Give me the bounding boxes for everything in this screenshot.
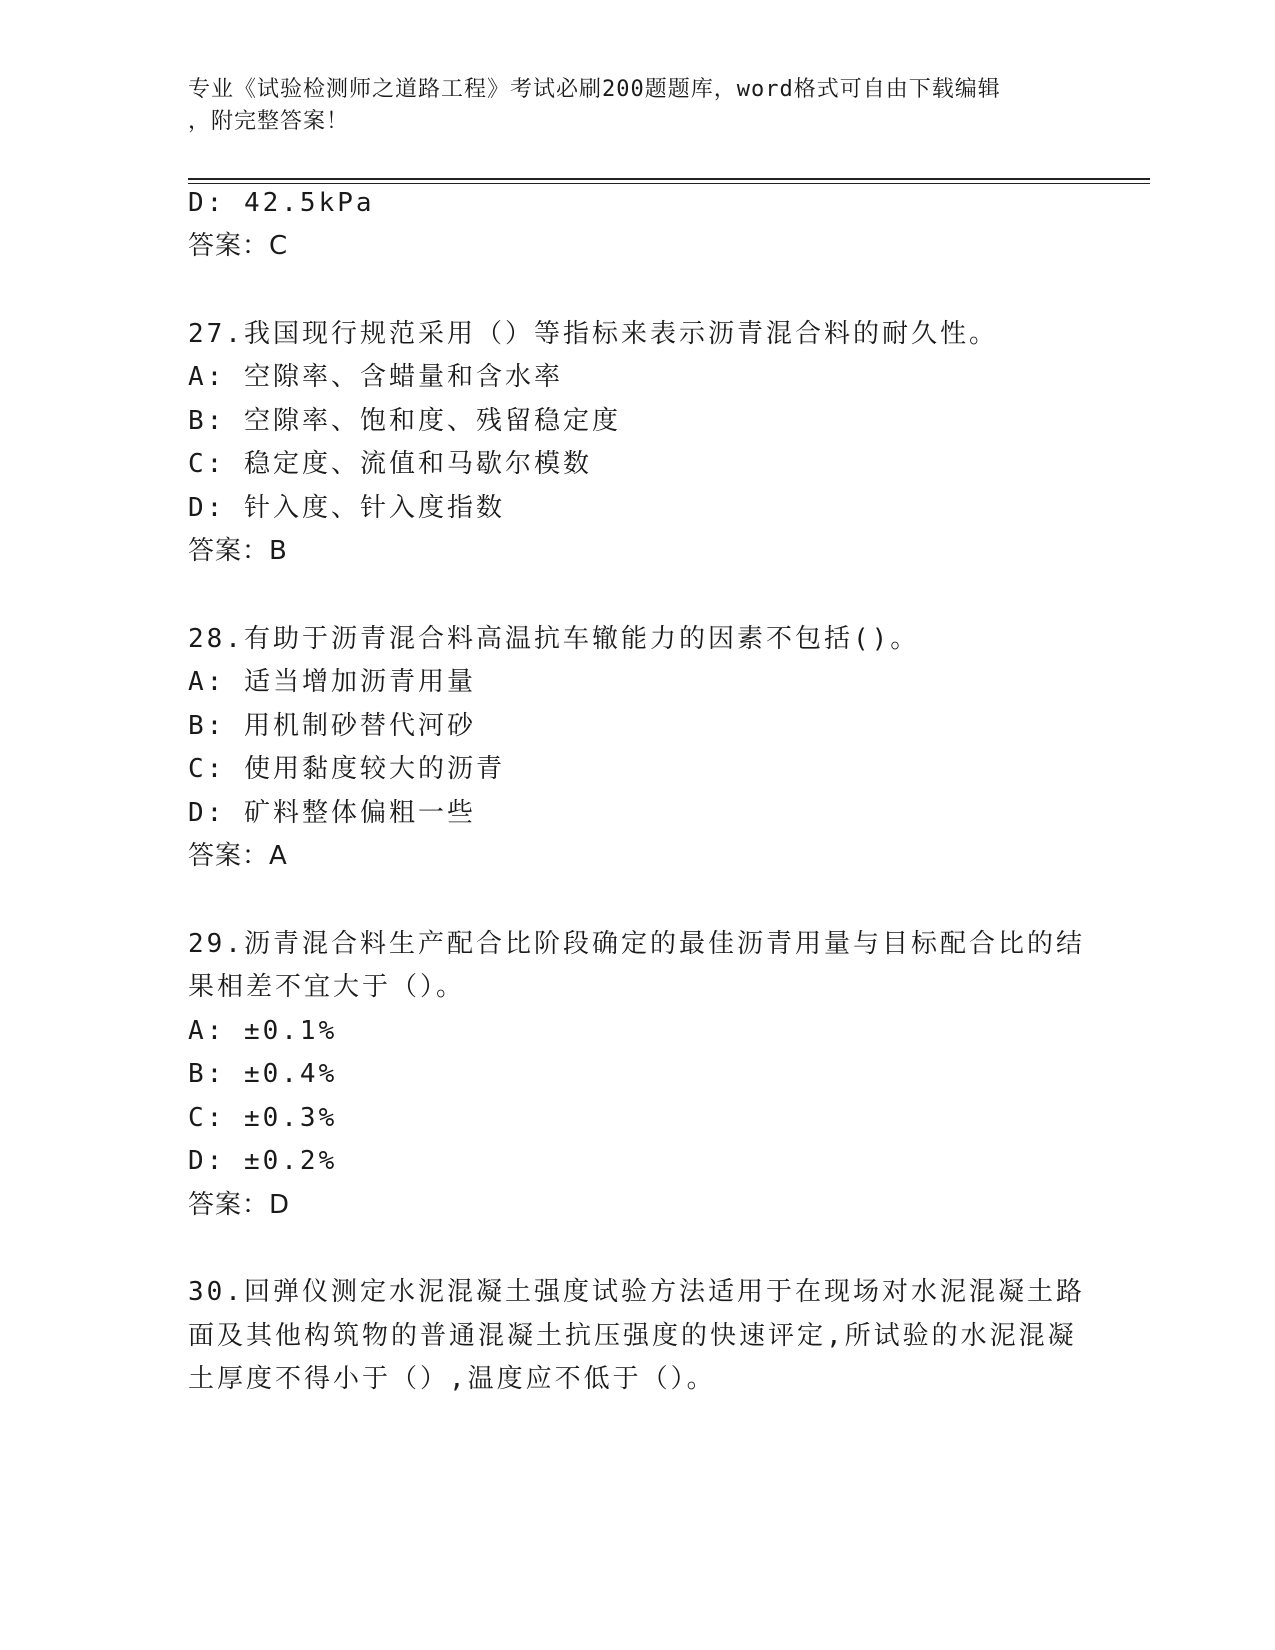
q30-stem-line-3: 土厚度不得小于（）,温度应不低于（）。 (188, 1364, 716, 1394)
q27-option-c: C: 稳定度、流值和马歇尔模数 (188, 449, 592, 479)
page-header (188, 74, 1088, 138)
q29-option-c: C: ±0.3% (188, 1103, 338, 1133)
q27-stem-line-1: 27.我国现行规范采用（）等指标来表示沥青混合料的耐久性。 (188, 319, 998, 349)
q27-option-d: D: 针入度、针入度指数 (188, 493, 505, 523)
header-title-line-1: 专业《试验检测师之道路工程》考试必刷200题题库，word格式可自由下载编辑 (188, 77, 1001, 102)
q29-stem-line-1: 29.沥青混合料生产配合比阶段确定的最佳沥青用量与目标配合比的结 (188, 929, 1085, 959)
q29-option-a: A: ±0.1% (188, 1016, 338, 1046)
q29-option-b: B: ±0.4% (188, 1059, 338, 1089)
q29-option-d: D: ±0.2% (188, 1146, 338, 1176)
q28-option-d: D: 矿料整体偏粗一些 (188, 798, 476, 828)
q28-option-b: B: 用机制砂替代河砂 (188, 711, 476, 741)
q28-option-c: C: 使用黏度较大的沥青 (188, 754, 505, 784)
prev-question-answer: 答案：C (188, 231, 289, 261)
header-divider-thick (188, 178, 1150, 180)
header-title-line-2: ，附完整答案！ (188, 109, 350, 134)
q27-answer: 答案：B (188, 536, 288, 566)
q30-stem-line-1: 30.回弹仪测定水泥混凝土强度试验方法适用于在现场对水泥混凝土路 (188, 1277, 1085, 1307)
q27-option-a: A: 空隙率、含蜡量和含水率 (188, 362, 563, 392)
header-divider-thin (188, 183, 1150, 184)
prev-question-option-d: D: 42.5kPa (188, 188, 375, 218)
q29-stem-line-2: 果相差不宜大于（）。 (188, 972, 466, 1002)
q30-stem-line-2: 面及其他构筑物的普通混凝土抗压强度的快速评定,所试验的水泥混凝 (188, 1321, 1077, 1351)
q28-stem-line-1: 28.有助于沥青混合料高温抗车辙能力的因素不包括()。 (188, 624, 920, 654)
q28-answer: 答案：A (188, 841, 288, 871)
q29-answer: 答案：D (188, 1190, 291, 1220)
q28-option-a: A: 适当增加沥青用量 (188, 667, 476, 697)
q27-option-b: B: 空隙率、饱和度、残留稳定度 (188, 406, 621, 436)
